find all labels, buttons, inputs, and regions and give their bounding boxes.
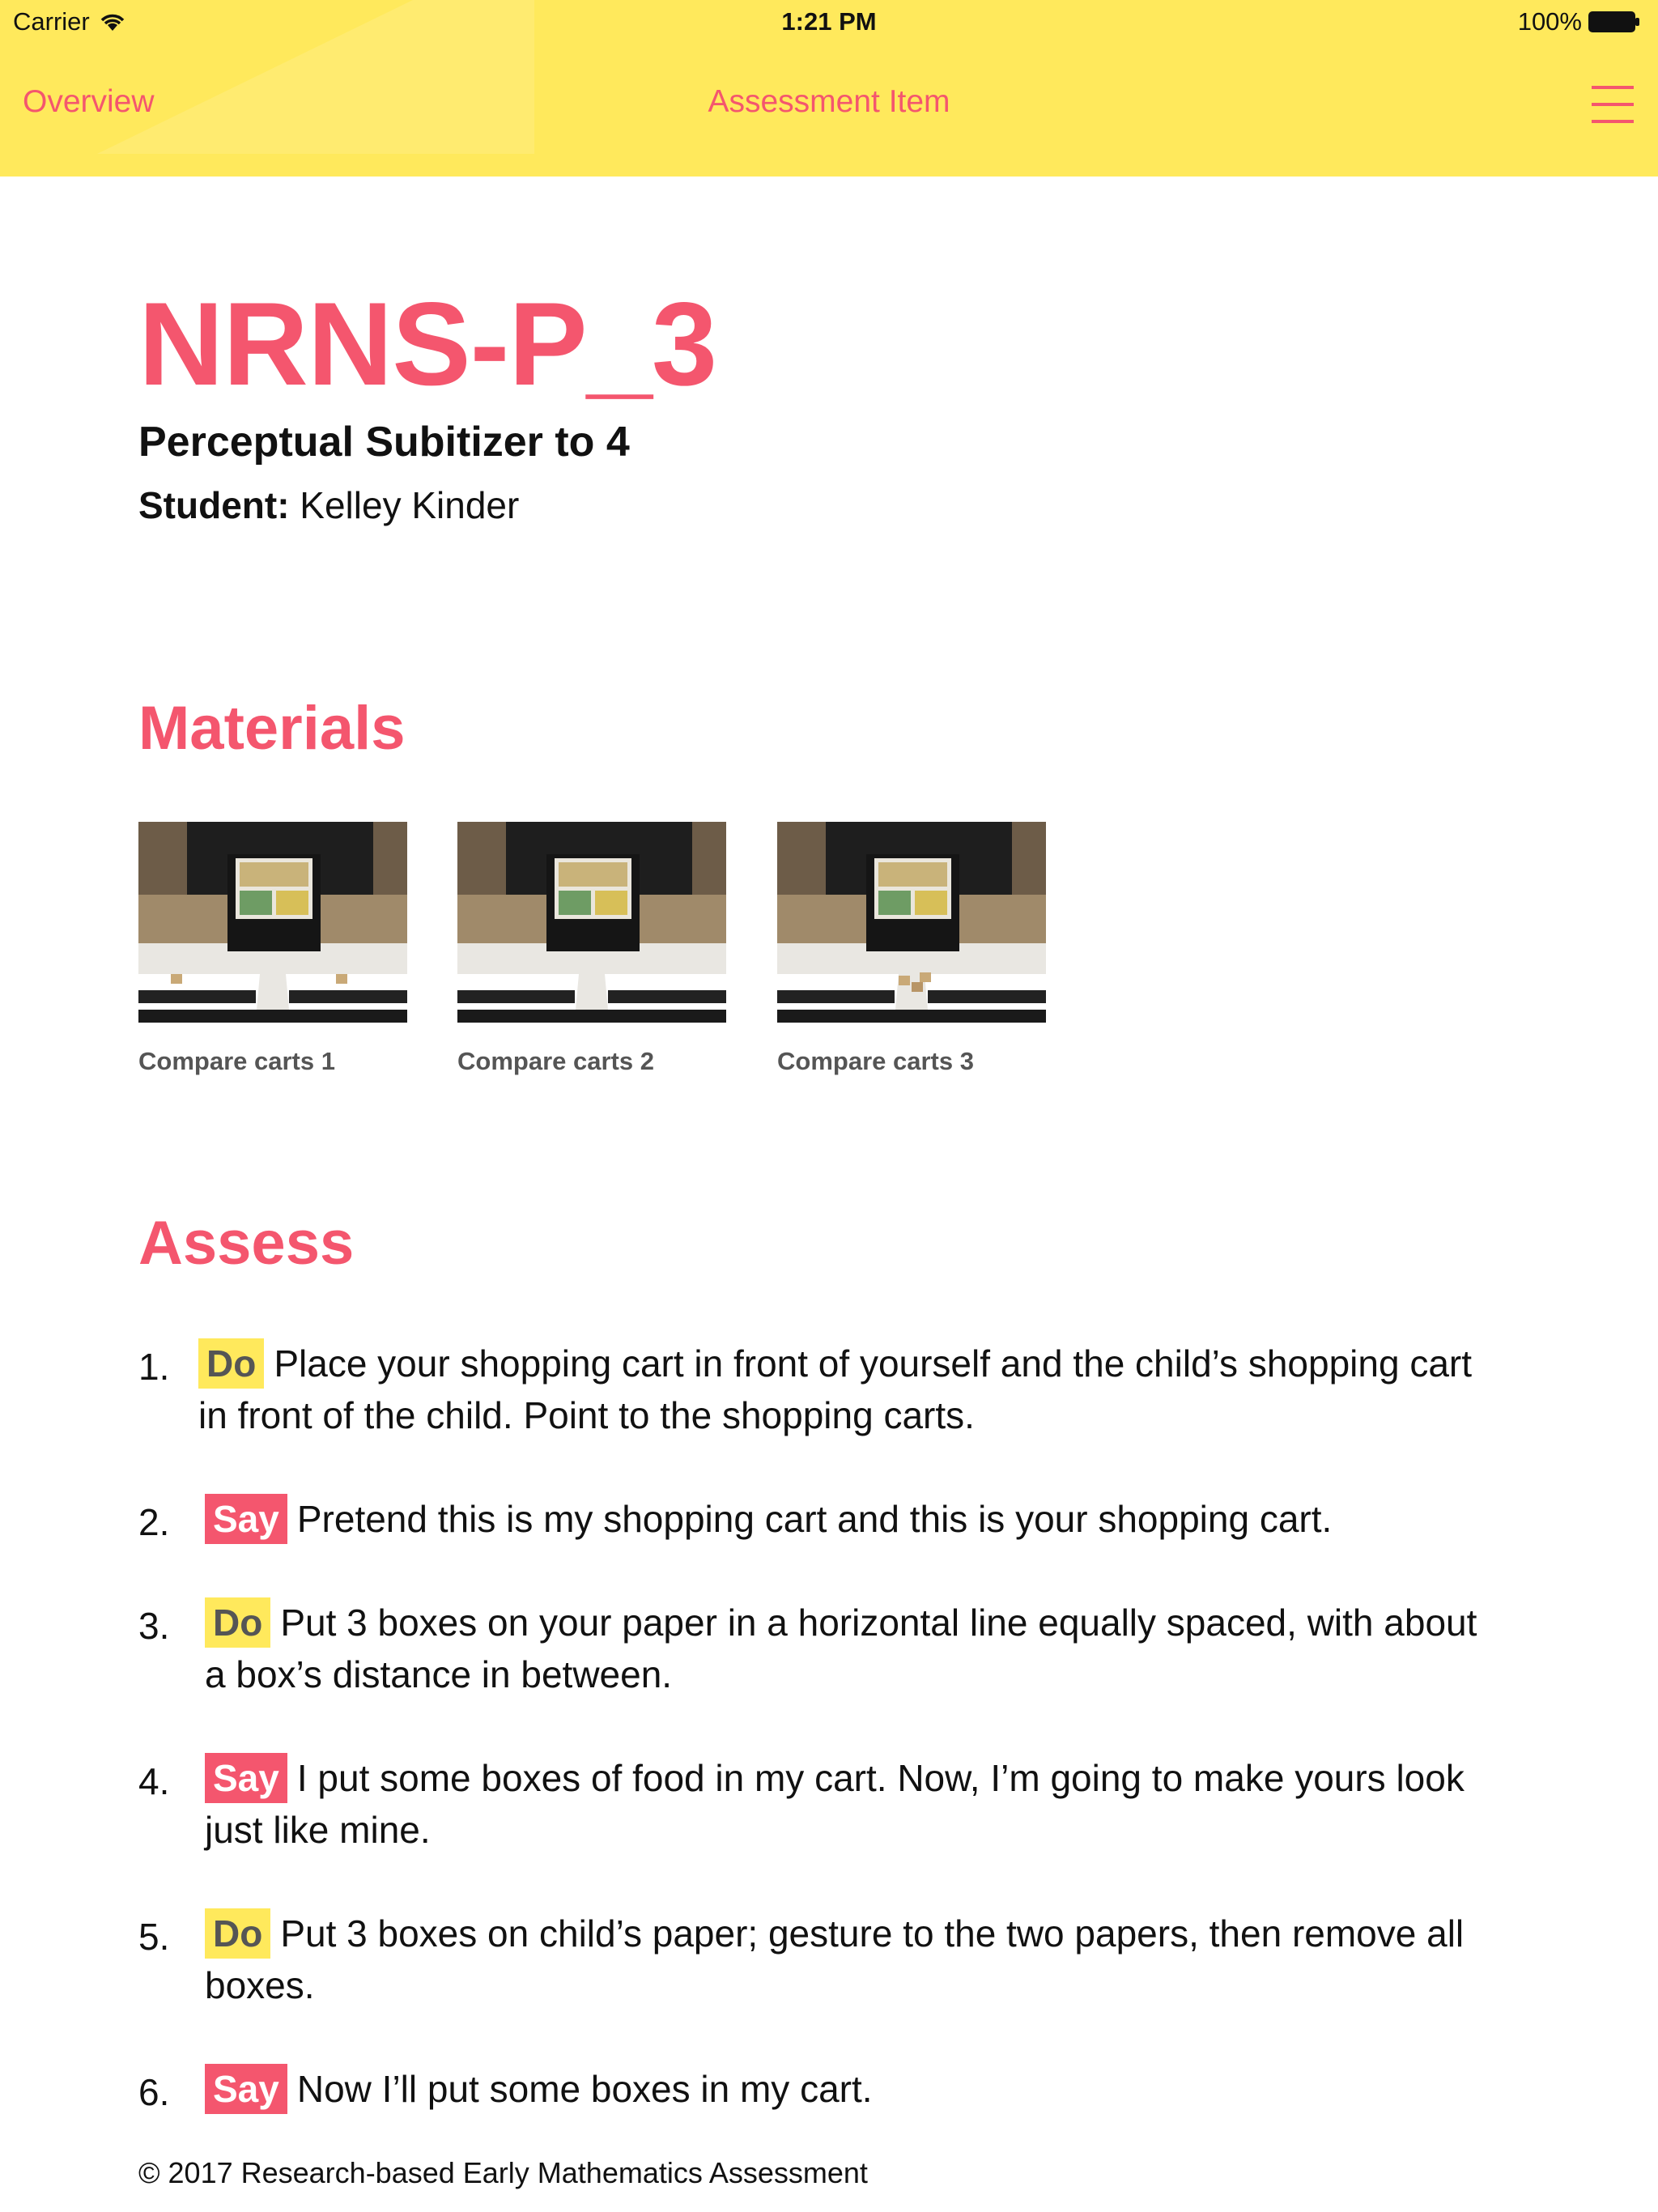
step-body	[205, 1493, 1500, 1545]
step-body	[205, 2063, 1500, 2115]
material-thumbnail-2[interactable]	[457, 822, 726, 1023]
top-bar	[0, 0, 1658, 177]
status-time: 1:21 PM	[781, 7, 877, 36]
material-caption-2: Compare carts 2	[457, 1047, 654, 1075]
materials-gallery	[138, 822, 1191, 1075]
student-label: Student:	[138, 484, 290, 526]
copyright-footer: © 2017 Research-based Early Mathematics Assessment	[138, 2156, 868, 2189]
say-badge: Say	[205, 1753, 287, 1803]
say-badge: Say	[205, 1494, 287, 1544]
nav-title: Assessment Item	[708, 84, 950, 119]
status-bar	[0, 0, 1658, 45]
step-body	[205, 1752, 1500, 1856]
step-number: 2.	[138, 1501, 170, 1543]
material-card-2[interactable]	[457, 822, 726, 1076]
carrier-label: Carrier	[13, 7, 90, 36]
step-number: 4.	[138, 1760, 170, 1802]
assess-heading: Assess	[138, 1209, 355, 1278]
material-thumbnail-3[interactable]	[777, 822, 1046, 1023]
student-name: Kelley Kinder	[300, 484, 520, 526]
item-title: Perceptual Subitizer to 4	[138, 419, 630, 466]
step-number: 3.	[138, 1605, 170, 1647]
step-body	[205, 1908, 1500, 2011]
do-badge: Do	[205, 1597, 270, 1648]
status-battery-group	[1518, 7, 1640, 36]
step-number: 5.	[138, 1916, 170, 1958]
battery-icon	[1588, 11, 1640, 32]
material-caption-1: Compare carts 1	[138, 1047, 335, 1075]
student-line	[138, 485, 519, 526]
do-badge: Do	[198, 1338, 264, 1389]
hamburger-menu-icon[interactable]	[1590, 83, 1635, 126]
say-badge: Say	[205, 2064, 287, 2114]
step-text: Put 3 boxes on child’s paper; gesture to the two papers, then remove all boxes.	[205, 1912, 1465, 2006]
step-text: Place your shopping cart in front of yourself and the child’s shopping cart in front of the child. Point to the shopping carts.	[198, 1342, 1473, 1436]
navigation-bar	[0, 78, 1658, 130]
material-card-1[interactable]	[138, 822, 407, 1076]
material-caption-3: Compare carts 3	[777, 1047, 974, 1075]
step-body	[198, 1338, 1494, 1441]
step-number: 1.	[138, 1346, 170, 1388]
step-body	[205, 1597, 1500, 1700]
do-badge: Do	[205, 1908, 270, 1959]
battery-percent: 100%	[1517, 7, 1582, 36]
step-text: Now I’ll put some boxes in my cart.	[296, 2068, 873, 2110]
item-code: NRNS-P_3	[138, 278, 717, 410]
step-text: Put 3 boxes on your paper in a horizontal line equally spaced, with about a box’s distance in between.	[205, 1602, 1477, 1695]
step-text: Pretend this is my shopping cart and this is your shopping cart.	[296, 1498, 1333, 1540]
material-thumbnail-1[interactable]	[138, 822, 407, 1023]
step-number: 6.	[138, 2071, 170, 2113]
materials-heading: Materials	[138, 694, 406, 763]
step-text: I put some boxes of food in my cart. Now, I’m going to make yours look just like mine.	[205, 1757, 1465, 1851]
material-card-3[interactable]	[777, 822, 1046, 1076]
overview-back-button[interactable]: Overview	[23, 84, 155, 119]
